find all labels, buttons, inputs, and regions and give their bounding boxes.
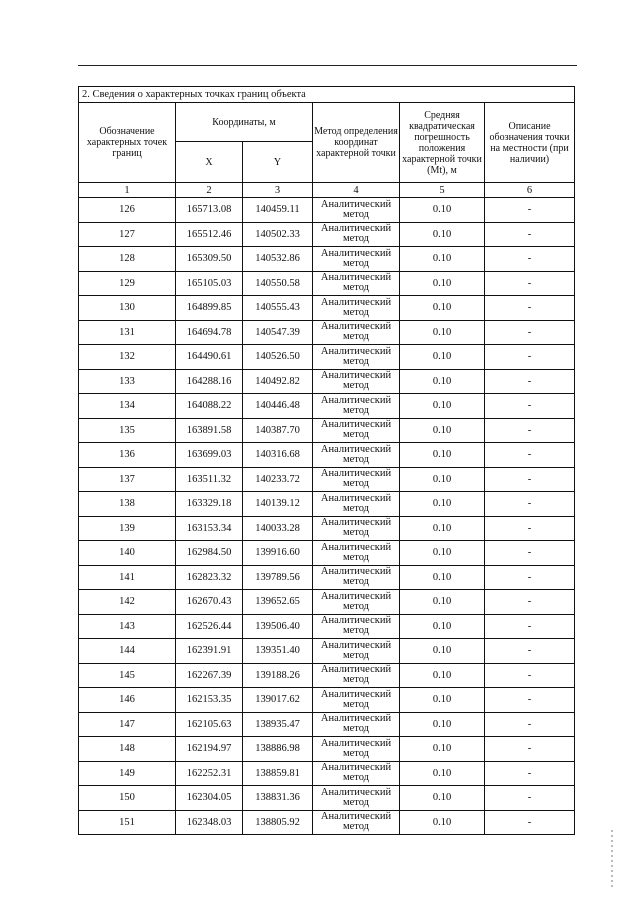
point-description: - (485, 418, 575, 443)
method-line-2: метод (342, 257, 370, 269)
coordinate-x: 163329.18 (176, 492, 243, 517)
error-mt: 0.10 (400, 712, 485, 737)
header-error: Средняя квадратическая погрешность положения характерной точки (Mt), м (400, 103, 485, 183)
point-number: 136 (79, 443, 176, 468)
table-row (79, 688, 575, 713)
table-row (79, 247, 575, 272)
point-number: 138 (79, 492, 176, 517)
column-number: 2 (176, 183, 243, 198)
method-line-1: Аналитический (320, 370, 392, 382)
point-description: - (485, 614, 575, 639)
header-description: Описание обозначения точки на местности (при наличии) (485, 103, 575, 183)
error-mt: 0.10 (400, 614, 485, 639)
method-line-1: Аналитический (320, 517, 392, 529)
point-number: 146 (79, 688, 176, 713)
error-mt: 0.10 (400, 222, 485, 247)
method-line-2: метод (342, 747, 370, 759)
method-line-1: Аналитический (320, 345, 392, 357)
method-line-2: метод (342, 282, 370, 294)
error-mt: 0.10 (400, 443, 485, 468)
point-description: - (485, 810, 575, 835)
top-rule (78, 65, 577, 66)
coordinate-y: 140459.11 (243, 198, 313, 223)
coordinate-y: 139506.40 (243, 614, 313, 639)
method-line-1: Аналитический (320, 272, 392, 284)
table-row (79, 565, 575, 590)
method (313, 590, 400, 615)
point-description: - (485, 541, 575, 566)
method-line-2: метод (342, 698, 370, 710)
coordinate-x: 165309.50 (176, 247, 243, 272)
method-line-2: метод (342, 453, 370, 465)
method-line-1: Аналитический (320, 419, 392, 431)
table-row (79, 198, 575, 223)
point-description: - (485, 663, 575, 688)
method-line-1: Аналитический (320, 321, 392, 333)
point-description: - (485, 198, 575, 223)
coordinate-y: 140387.70 (243, 418, 313, 443)
method-line-2: метод (342, 674, 370, 686)
scan-edge-mark (611, 830, 613, 890)
method (313, 810, 400, 835)
coordinate-y: 140316.68 (243, 443, 313, 468)
method-line-1: Аналитический (320, 394, 392, 406)
method-line-2: метод (342, 429, 370, 441)
method (313, 320, 400, 345)
method-line-2: метод (342, 772, 370, 784)
column-number: 4 (313, 183, 400, 198)
point-description: - (485, 345, 575, 370)
error-mt: 0.10 (400, 639, 485, 664)
coordinate-y: 140033.28 (243, 516, 313, 541)
point-number: 129 (79, 271, 176, 296)
point-description: - (485, 296, 575, 321)
coordinate-y: 140492.82 (243, 369, 313, 394)
table-row (79, 492, 575, 517)
method-line-2: метод (342, 331, 370, 343)
method-line-1: Аналитический (320, 615, 392, 627)
coordinate-x: 165512.46 (176, 222, 243, 247)
method (313, 688, 400, 713)
point-description: - (485, 688, 575, 713)
method-line-2: метод (342, 233, 370, 245)
header-x: X (176, 142, 243, 183)
coordinate-x: 162984.50 (176, 541, 243, 566)
table-row (79, 394, 575, 419)
coordinate-y: 140446.48 (243, 394, 313, 419)
method (313, 516, 400, 541)
point-number: 148 (79, 737, 176, 762)
coordinate-x: 164899.85 (176, 296, 243, 321)
point-number: 150 (79, 786, 176, 811)
table-row (79, 369, 575, 394)
point-number: 134 (79, 394, 176, 419)
method (313, 639, 400, 664)
point-description: - (485, 786, 575, 811)
method (313, 394, 400, 419)
coordinate-x: 162670.43 (176, 590, 243, 615)
method (313, 614, 400, 639)
point-number: 128 (79, 247, 176, 272)
coordinate-x: 162153.35 (176, 688, 243, 713)
coordinate-x: 162391.91 (176, 639, 243, 664)
table-row (79, 737, 575, 762)
error-mt: 0.10 (400, 198, 485, 223)
point-description: - (485, 761, 575, 786)
method (313, 467, 400, 492)
method-line-2: метод (342, 208, 370, 220)
point-number: 126 (79, 198, 176, 223)
coordinate-x: 162304.05 (176, 786, 243, 811)
table-row (79, 614, 575, 639)
table-row (79, 320, 575, 345)
point-number: 130 (79, 296, 176, 321)
table-row (79, 516, 575, 541)
point-number: 135 (79, 418, 176, 443)
point-number: 137 (79, 467, 176, 492)
coordinate-y: 140502.33 (243, 222, 313, 247)
table-row (79, 663, 575, 688)
point-description: - (485, 492, 575, 517)
column-number: 5 (400, 183, 485, 198)
method-line-1: Аналитический (320, 566, 392, 578)
method (313, 222, 400, 247)
error-mt: 0.10 (400, 810, 485, 835)
coordinate-y: 139017.62 (243, 688, 313, 713)
method-line-1: Аналитический (320, 492, 392, 504)
error-mt: 0.10 (400, 247, 485, 272)
method-line-2: метод (342, 478, 370, 490)
coordinate-x: 163511.32 (176, 467, 243, 492)
method-line-1: Аналитический (320, 688, 392, 700)
error-mt: 0.10 (400, 418, 485, 443)
error-mt: 0.10 (400, 296, 485, 321)
method (313, 369, 400, 394)
error-mt: 0.10 (400, 467, 485, 492)
error-mt: 0.10 (400, 369, 485, 394)
method-line-1: Аналитический (320, 590, 392, 602)
header-y: Y (243, 142, 313, 183)
point-number: 145 (79, 663, 176, 688)
method (313, 345, 400, 370)
point-description: - (485, 320, 575, 345)
method-line-2: метод (342, 551, 370, 563)
point-description: - (485, 737, 575, 762)
coordinate-x: 162267.39 (176, 663, 243, 688)
header-point: Обозначение характерных точек границ (79, 103, 176, 183)
method (313, 492, 400, 517)
point-number: 143 (79, 614, 176, 639)
point-description: - (485, 590, 575, 615)
error-mt: 0.10 (400, 271, 485, 296)
column-number: 6 (485, 183, 575, 198)
method (313, 418, 400, 443)
coordinate-x: 163153.34 (176, 516, 243, 541)
point-description: - (485, 394, 575, 419)
point-description: - (485, 639, 575, 664)
error-mt: 0.10 (400, 688, 485, 713)
table-row (79, 541, 575, 566)
header-method: Метод определения координат характерной точки (313, 103, 400, 183)
coordinate-y: 138805.92 (243, 810, 313, 835)
coordinate-y: 139789.56 (243, 565, 313, 590)
method-line-2: метод (342, 404, 370, 416)
table-row (79, 786, 575, 811)
coordinate-y: 139916.60 (243, 541, 313, 566)
column-number: 3 (243, 183, 313, 198)
method-line-1: Аналитический (320, 468, 392, 480)
point-number: 140 (79, 541, 176, 566)
point-description: - (485, 516, 575, 541)
error-mt: 0.10 (400, 345, 485, 370)
error-mt: 0.10 (400, 737, 485, 762)
table-row (79, 418, 575, 443)
method (313, 296, 400, 321)
method (313, 247, 400, 272)
table-row (79, 296, 575, 321)
method (313, 761, 400, 786)
coordinate-y: 140547.39 (243, 320, 313, 345)
coordinate-y: 139652.65 (243, 590, 313, 615)
point-number: 141 (79, 565, 176, 590)
method-line-2: метод (342, 796, 370, 808)
table-row (79, 810, 575, 835)
point-number: 133 (79, 369, 176, 394)
method-line-1: Аналитический (320, 247, 392, 259)
coordinate-x: 164490.61 (176, 345, 243, 370)
table-row (79, 271, 575, 296)
coordinate-y: 139351.40 (243, 639, 313, 664)
error-mt: 0.10 (400, 590, 485, 615)
method-line-2: метод (342, 821, 370, 833)
coordinate-y: 140526.50 (243, 345, 313, 370)
method (313, 541, 400, 566)
coordinate-y: 139188.26 (243, 663, 313, 688)
method (313, 737, 400, 762)
error-mt: 0.10 (400, 516, 485, 541)
point-description: - (485, 565, 575, 590)
method-line-1: Аналитический (320, 639, 392, 651)
coordinate-x: 165105.03 (176, 271, 243, 296)
method-line-2: метод (342, 502, 370, 514)
coordinate-y: 138859.81 (243, 761, 313, 786)
error-mt: 0.10 (400, 394, 485, 419)
method (313, 565, 400, 590)
method-line-2: метод (342, 355, 370, 367)
table-row (79, 467, 575, 492)
coordinate-y: 140532.86 (243, 247, 313, 272)
point-number: 147 (79, 712, 176, 737)
method-line-1: Аналитический (320, 762, 392, 774)
point-number: 139 (79, 516, 176, 541)
point-number: 127 (79, 222, 176, 247)
method-line-1: Аналитический (320, 713, 392, 725)
method-line-1: Аналитический (320, 296, 392, 308)
error-mt: 0.10 (400, 663, 485, 688)
header-coordinates: Координаты, м (176, 103, 313, 142)
method-line-1: Аналитический (320, 811, 392, 823)
coordinate-y: 138886.98 (243, 737, 313, 762)
method-line-2: метод (342, 306, 370, 318)
method-line-1: Аналитический (320, 443, 392, 455)
point-number: 149 (79, 761, 176, 786)
error-mt: 0.10 (400, 761, 485, 786)
error-mt: 0.10 (400, 320, 485, 345)
coordinate-x: 162823.32 (176, 565, 243, 590)
point-number: 142 (79, 590, 176, 615)
point-description: - (485, 247, 575, 272)
section-title: 2. Сведения о характерных точках границ объекта (79, 87, 575, 103)
error-mt: 0.10 (400, 541, 485, 566)
method-line-1: Аналитический (320, 786, 392, 798)
coordinate-y: 140555.43 (243, 296, 313, 321)
method (313, 663, 400, 688)
point-number: 131 (79, 320, 176, 345)
point-number: 151 (79, 810, 176, 835)
method-line-2: метод (342, 600, 370, 612)
point-number: 132 (79, 345, 176, 370)
coordinate-x: 163699.03 (176, 443, 243, 468)
table-row (79, 222, 575, 247)
coordinate-x: 162252.31 (176, 761, 243, 786)
error-mt: 0.10 (400, 565, 485, 590)
coordinate-x: 162526.44 (176, 614, 243, 639)
method (313, 712, 400, 737)
table-row (79, 443, 575, 468)
table-row (79, 712, 575, 737)
method-line-2: метод (342, 576, 370, 588)
method (313, 443, 400, 468)
point-description: - (485, 467, 575, 492)
error-mt: 0.10 (400, 786, 485, 811)
method-line-1: Аналитический (320, 541, 392, 553)
method (313, 271, 400, 296)
table-row (79, 761, 575, 786)
coordinate-y: 140550.58 (243, 271, 313, 296)
coordinate-x: 164088.22 (176, 394, 243, 419)
table-row (79, 345, 575, 370)
table-row (79, 639, 575, 664)
method-line-2: метод (342, 527, 370, 539)
method-line-1: Аналитический (320, 664, 392, 676)
coordinate-x: 162194.97 (176, 737, 243, 762)
coordinate-x: 162105.63 (176, 712, 243, 737)
column-number: 1 (79, 183, 176, 198)
table-row (79, 590, 575, 615)
method-line-1: Аналитический (320, 737, 392, 749)
point-number: 144 (79, 639, 176, 664)
method-line-2: метод (342, 380, 370, 392)
coordinate-x: 164694.78 (176, 320, 243, 345)
point-description: - (485, 271, 575, 296)
error-mt: 0.10 (400, 492, 485, 517)
method-line-1: Аналитический (320, 198, 392, 210)
coordinate-x: 164288.16 (176, 369, 243, 394)
coordinate-y: 138831.36 (243, 786, 313, 811)
point-description: - (485, 443, 575, 468)
method-line-2: метод (342, 723, 370, 735)
coordinate-x: 163891.58 (176, 418, 243, 443)
point-description: - (485, 369, 575, 394)
coordinate-y: 140233.72 (243, 467, 313, 492)
method (313, 198, 400, 223)
coordinate-y: 138935.47 (243, 712, 313, 737)
method (313, 786, 400, 811)
method-line-2: метод (342, 649, 370, 661)
point-description: - (485, 222, 575, 247)
coordinate-x: 162348.03 (176, 810, 243, 835)
method-line-1: Аналитический (320, 223, 392, 235)
coordinate-x: 165713.08 (176, 198, 243, 223)
column-number-row (79, 183, 575, 198)
boundary-points-table (78, 86, 575, 835)
point-description: - (485, 712, 575, 737)
method-line-2: метод (342, 625, 370, 637)
coordinate-y: 140139.12 (243, 492, 313, 517)
